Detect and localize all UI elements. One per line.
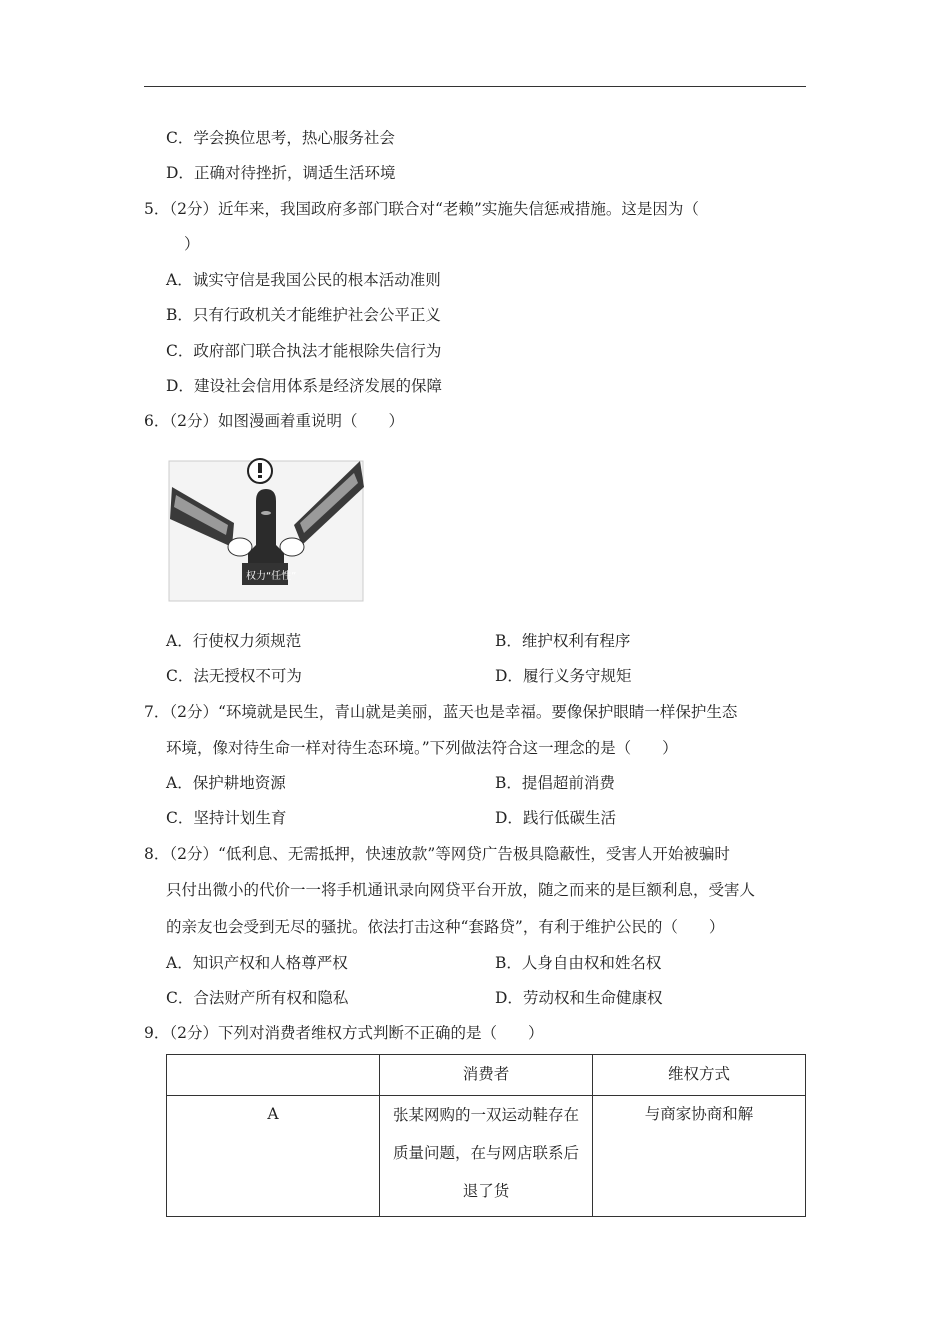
question-score: （2分） <box>169 412 218 430</box>
text-segment: 下列对消费者维权方式判断不正确的是（ ） <box>218 1024 544 1042</box>
question-score: （2分） <box>169 845 218 863</box>
table-header-cell <box>167 1055 380 1096</box>
text-segment: A． <box>166 271 193 289</box>
text-segment: 坚持计划生育 <box>193 809 287 827</box>
text-segment: 践行低碳生活 <box>522 809 616 827</box>
text-segment: 行使权力须规范 <box>192 632 302 650</box>
question-number: 5． <box>144 200 170 218</box>
q5-option-d <box>166 376 442 396</box>
text-segment: 保护耕地资源 <box>192 774 286 792</box>
q8-option-d <box>495 988 662 1008</box>
text-segment: B． <box>166 306 193 324</box>
text-segment: “低利息、无需抵押，快速放款”等网贷广告极具隐蔽性，受害人开始被骗时 <box>218 845 730 863</box>
text-segment: 质量问题，在与网店联系后 <box>392 1144 579 1162</box>
q8-option-a <box>166 953 348 973</box>
table-cell-method: 与商家协商和解 <box>593 1096 806 1217</box>
text-segment: “环境就是民生，青山就是美丽，蓝天也是幸福。要像保护眼睛一样保护生态 <box>218 703 738 721</box>
q7-option-d <box>495 808 616 828</box>
text-segment: 法无授权不可为 <box>193 667 302 685</box>
cartoon-image <box>168 449 366 602</box>
text-segment: 政府部门联合执法才能根除失信行为 <box>193 342 442 360</box>
text-segment: 合法财产所有权和隐私 <box>193 989 349 1007</box>
text-segment: A． <box>166 632 193 650</box>
text-segment: B． <box>495 954 522 972</box>
text-segment: 维护权利有程序 <box>521 632 631 650</box>
q5-stem-end: ） <box>184 235 200 253</box>
text-segment: C． <box>166 989 194 1007</box>
table-cell-consumer <box>380 1096 593 1217</box>
text-segment: 退了货 <box>462 1182 510 1200</box>
q8-option-b <box>495 953 661 973</box>
text-segment: A． <box>166 954 193 972</box>
question-score: （2分） <box>169 703 218 721</box>
q8-stem-line2: 只付出微小的代价一一将手机通讯录向网贷平台开放，随之而来的是巨额利息，受害人 <box>166 881 756 899</box>
q5-option-a <box>166 270 441 290</box>
q7-stem-line2: 环境，像对待生命一样对待生态环境。”下列做法符合这一理念的是（ ） <box>166 739 678 757</box>
text-segment: C． <box>166 129 194 147</box>
text-segment: 学会换位思考，热心服务社会 <box>193 129 395 147</box>
text-segment: 履行义务守规矩 <box>522 667 632 685</box>
text-segment: 张某网购的一双运动鞋存在 <box>392 1106 579 1124</box>
table-header-cell: 维权方式 <box>593 1055 806 1096</box>
q6-option-d <box>495 666 631 686</box>
table-cell-label: A <box>167 1096 380 1217</box>
q5-stem <box>144 199 699 219</box>
header-rule <box>144 86 806 87</box>
text-segment: C． <box>166 342 194 360</box>
q7-option-a <box>166 773 286 793</box>
table-row <box>167 1096 806 1217</box>
question-number: 7． <box>144 703 170 721</box>
table-header-row <box>167 1055 806 1096</box>
text-segment: C． <box>166 667 194 685</box>
q8-stem-line3: 的亲友也会受到无尽的骚扰。依法打击这种“套路贷”，有利于维护公民的（ ） <box>166 918 725 936</box>
q6-option-b <box>495 631 630 651</box>
text-segment: 提倡超前消费 <box>521 774 615 792</box>
question-number: 6． <box>144 412 170 430</box>
text-segment: D． <box>166 377 194 395</box>
question-score: （2分） <box>169 200 218 218</box>
text-segment: D． <box>495 809 523 827</box>
text-segment: C． <box>166 809 194 827</box>
text-segment: 只有行政机关才能维护社会公平正义 <box>192 306 441 324</box>
q5-option-b <box>166 305 441 325</box>
text-segment: 知识产权和人格尊严权 <box>192 954 348 972</box>
text-segment: D． <box>495 989 523 1007</box>
q9-table <box>166 1054 806 1217</box>
table-header-cell: 消费者 <box>380 1055 593 1096</box>
text-segment: 建设社会信用体系是经济发展的保障 <box>193 377 442 395</box>
q4-option-c <box>166 128 395 148</box>
text-segment: 人身自由权和姓名权 <box>521 954 662 972</box>
q6-option-c <box>166 666 302 686</box>
question-number: 9． <box>144 1024 170 1042</box>
q5-option-c <box>166 341 441 361</box>
q4-option-d <box>166 163 395 183</box>
question-score: （2分） <box>169 1024 218 1042</box>
text-segment: 正确对待挫折，调适生活环境 <box>193 164 396 182</box>
q8-stem <box>144 844 730 864</box>
text-segment: B． <box>495 774 522 792</box>
text-segment: D． <box>166 164 194 182</box>
text-segment: 劳动权和生命健康权 <box>522 989 663 1007</box>
q6-option-a <box>166 631 301 651</box>
q8-option-c <box>166 988 348 1008</box>
text-segment: 诚实守信是我国公民的根本活动准则 <box>192 271 441 289</box>
text-segment: A． <box>166 774 193 792</box>
q9-stem <box>144 1023 544 1043</box>
q6-stem <box>144 411 404 431</box>
stamp-label: 权力“任性” <box>246 571 297 582</box>
text-segment: B． <box>495 632 522 650</box>
question-number: 8． <box>144 845 170 863</box>
q7-stem <box>144 702 737 722</box>
text-segment: 近年来，我国政府多部门联合对“老赖”实施失信惩戒措施。这是因为（ <box>218 200 699 218</box>
text-segment: D． <box>495 667 523 685</box>
q7-option-b <box>495 773 615 793</box>
q7-option-c <box>166 808 286 828</box>
text-segment: 如图漫画着重说明（ ） <box>218 412 405 430</box>
